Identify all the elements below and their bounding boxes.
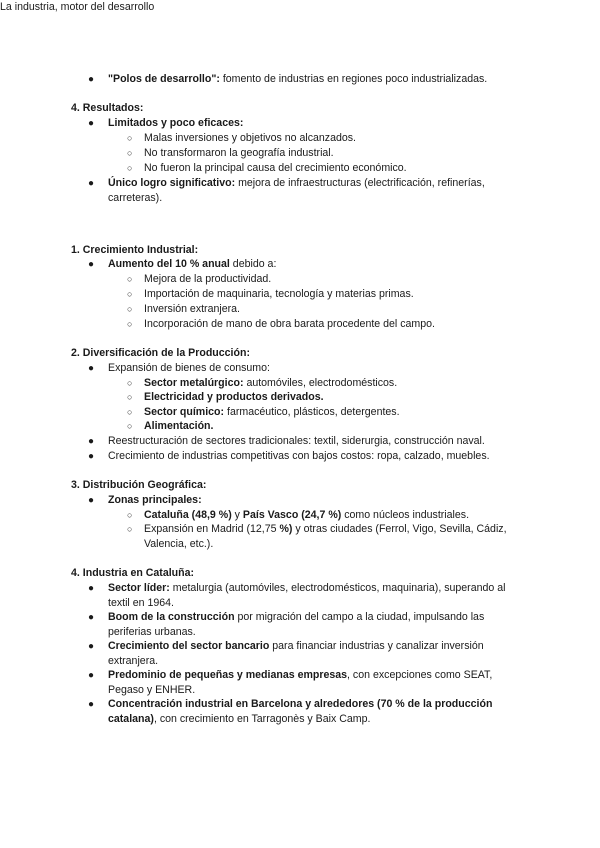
bullet-icon: ● (88, 436, 95, 447)
section-heading: 1. Crecimiento Industrial: (71, 244, 199, 256)
circle-bullet-icon: ○ (127, 510, 133, 520)
bullet-icon: ● (88, 363, 95, 374)
sub-list-item: ○ Importación de maquinaria, tecnología y materias primas. (127, 288, 414, 300)
circle-bullet-icon: ○ (127, 163, 133, 173)
list-item: ● Concentración industrial en Barcelona y alrededores (70 % de la producción catalana), con crecimiento en Tarragonès y Baix Camp. (88, 698, 493, 725)
circle-bullet-icon: ○ (127, 378, 133, 388)
list-item: ● Único logro significativo: mejora de infraestructuras (electrificación, refinerías, carreteras). (88, 177, 485, 204)
circle-bullet-icon: ○ (127, 524, 133, 534)
list-item: ● Sector líder: metalurgia (automóviles, electrodomésticos, maquinaria), superando al textil en 1964. (88, 582, 506, 609)
list-item: ● Crecimiento del sector bancario para financiar industrias y canalizar inversión extranjera. (88, 640, 484, 667)
sub-list-item: ○ Electricidad y productos derivados. (127, 391, 324, 403)
bullet-icon: ● (88, 612, 95, 623)
bullet-icon: ● (88, 670, 95, 681)
circle-bullet-icon: ○ (127, 133, 133, 143)
bullet-icon: ● (88, 451, 95, 462)
sub-list-item: ○ Expansión en Madrid (12,75 %) y otras ciudades (Ferrol, Vigo, Sevilla, Cádiz, Valencia, etc.). (127, 523, 507, 550)
bullet-icon: ● (88, 583, 95, 594)
circle-bullet-icon: ○ (127, 421, 133, 431)
bullet-icon: ● (88, 178, 95, 189)
circle-bullet-icon: ○ (127, 319, 133, 329)
bullet-icon: ● (88, 74, 95, 85)
circle-bullet-icon: ○ (127, 407, 133, 417)
bullet-icon: ● (88, 495, 95, 506)
section-heading: 4. Industria en Cataluña: (71, 567, 195, 579)
list-item: ● Crecimiento de industrias competitivas con bajos costos: ropa, calzado, muebles. (88, 450, 490, 462)
sub-list-item: ○ Alimentación. (127, 420, 214, 432)
sub-list-item: ○ Malas inversiones y objetivos no alcanzados. (127, 132, 356, 144)
bullet-icon: ● (88, 259, 95, 270)
list-item: ● Aumento del 10 % anual debido a: (88, 258, 277, 270)
list-item: ● Zonas principales: (88, 494, 202, 506)
sub-list-item: ○ Sector metalúrgico: automóviles, electrodomésticos. (127, 377, 398, 389)
sub-list-item: ○ Incorporación de mano de obra barata procedente del campo. (127, 318, 435, 330)
list-item: ● Limitados y poco eficaces: (88, 117, 244, 129)
circle-bullet-icon: ○ (127, 274, 133, 284)
sub-list-item: ○ No fueron la principal causa del crecimiento económico. (127, 162, 407, 174)
bullet-icon: ● (88, 118, 95, 129)
section-heading: 4. Resultados: (71, 102, 144, 114)
list-item: ● Reestructuración de sectores tradicionales: textil, siderurgia, construcción naval. (88, 435, 485, 447)
sub-list-item: ○ Inversión extranjera. (127, 303, 240, 315)
circle-bullet-icon: ○ (127, 304, 133, 314)
list-item: ● "Polos de desarrollo": fomento de industrias en regiones poco industrializadas. (88, 73, 488, 85)
sub-list-item: ○ Cataluña (48,9 %) y País Vasco (24,7 %) como núcleos industriales. (127, 509, 470, 521)
bullet-icon: ● (88, 641, 95, 652)
section-heading: 2. Diversificación de la Producción: (71, 347, 250, 359)
section-title: La industria, motor del desarrollo (0, 1, 155, 13)
list-item: ● Expansión de bienes de consumo: (88, 362, 270, 374)
circle-bullet-icon: ○ (127, 148, 133, 158)
sub-list-item: ○ Mejora de la productividad. (127, 273, 272, 285)
section-heading: 3. Distribución Geográfica: (71, 479, 207, 491)
list-item: ● Boom de la construcción por migración del campo a la ciudad, impulsando las periferias urbanas. (88, 611, 485, 638)
sub-list-item: ○ Sector químico: farmacéutico, plásticos, detergentes. (127, 406, 400, 418)
bullet-icon: ● (88, 699, 95, 710)
circle-bullet-icon: ○ (127, 392, 133, 402)
list-item: ● Predominio de pequeñas y medianas empresas, con excepciones como SEAT, Pegaso y ENHER. (88, 669, 493, 696)
sub-list-item: ○ No transformaron la geografía industrial. (127, 147, 334, 159)
circle-bullet-icon: ○ (127, 289, 133, 299)
